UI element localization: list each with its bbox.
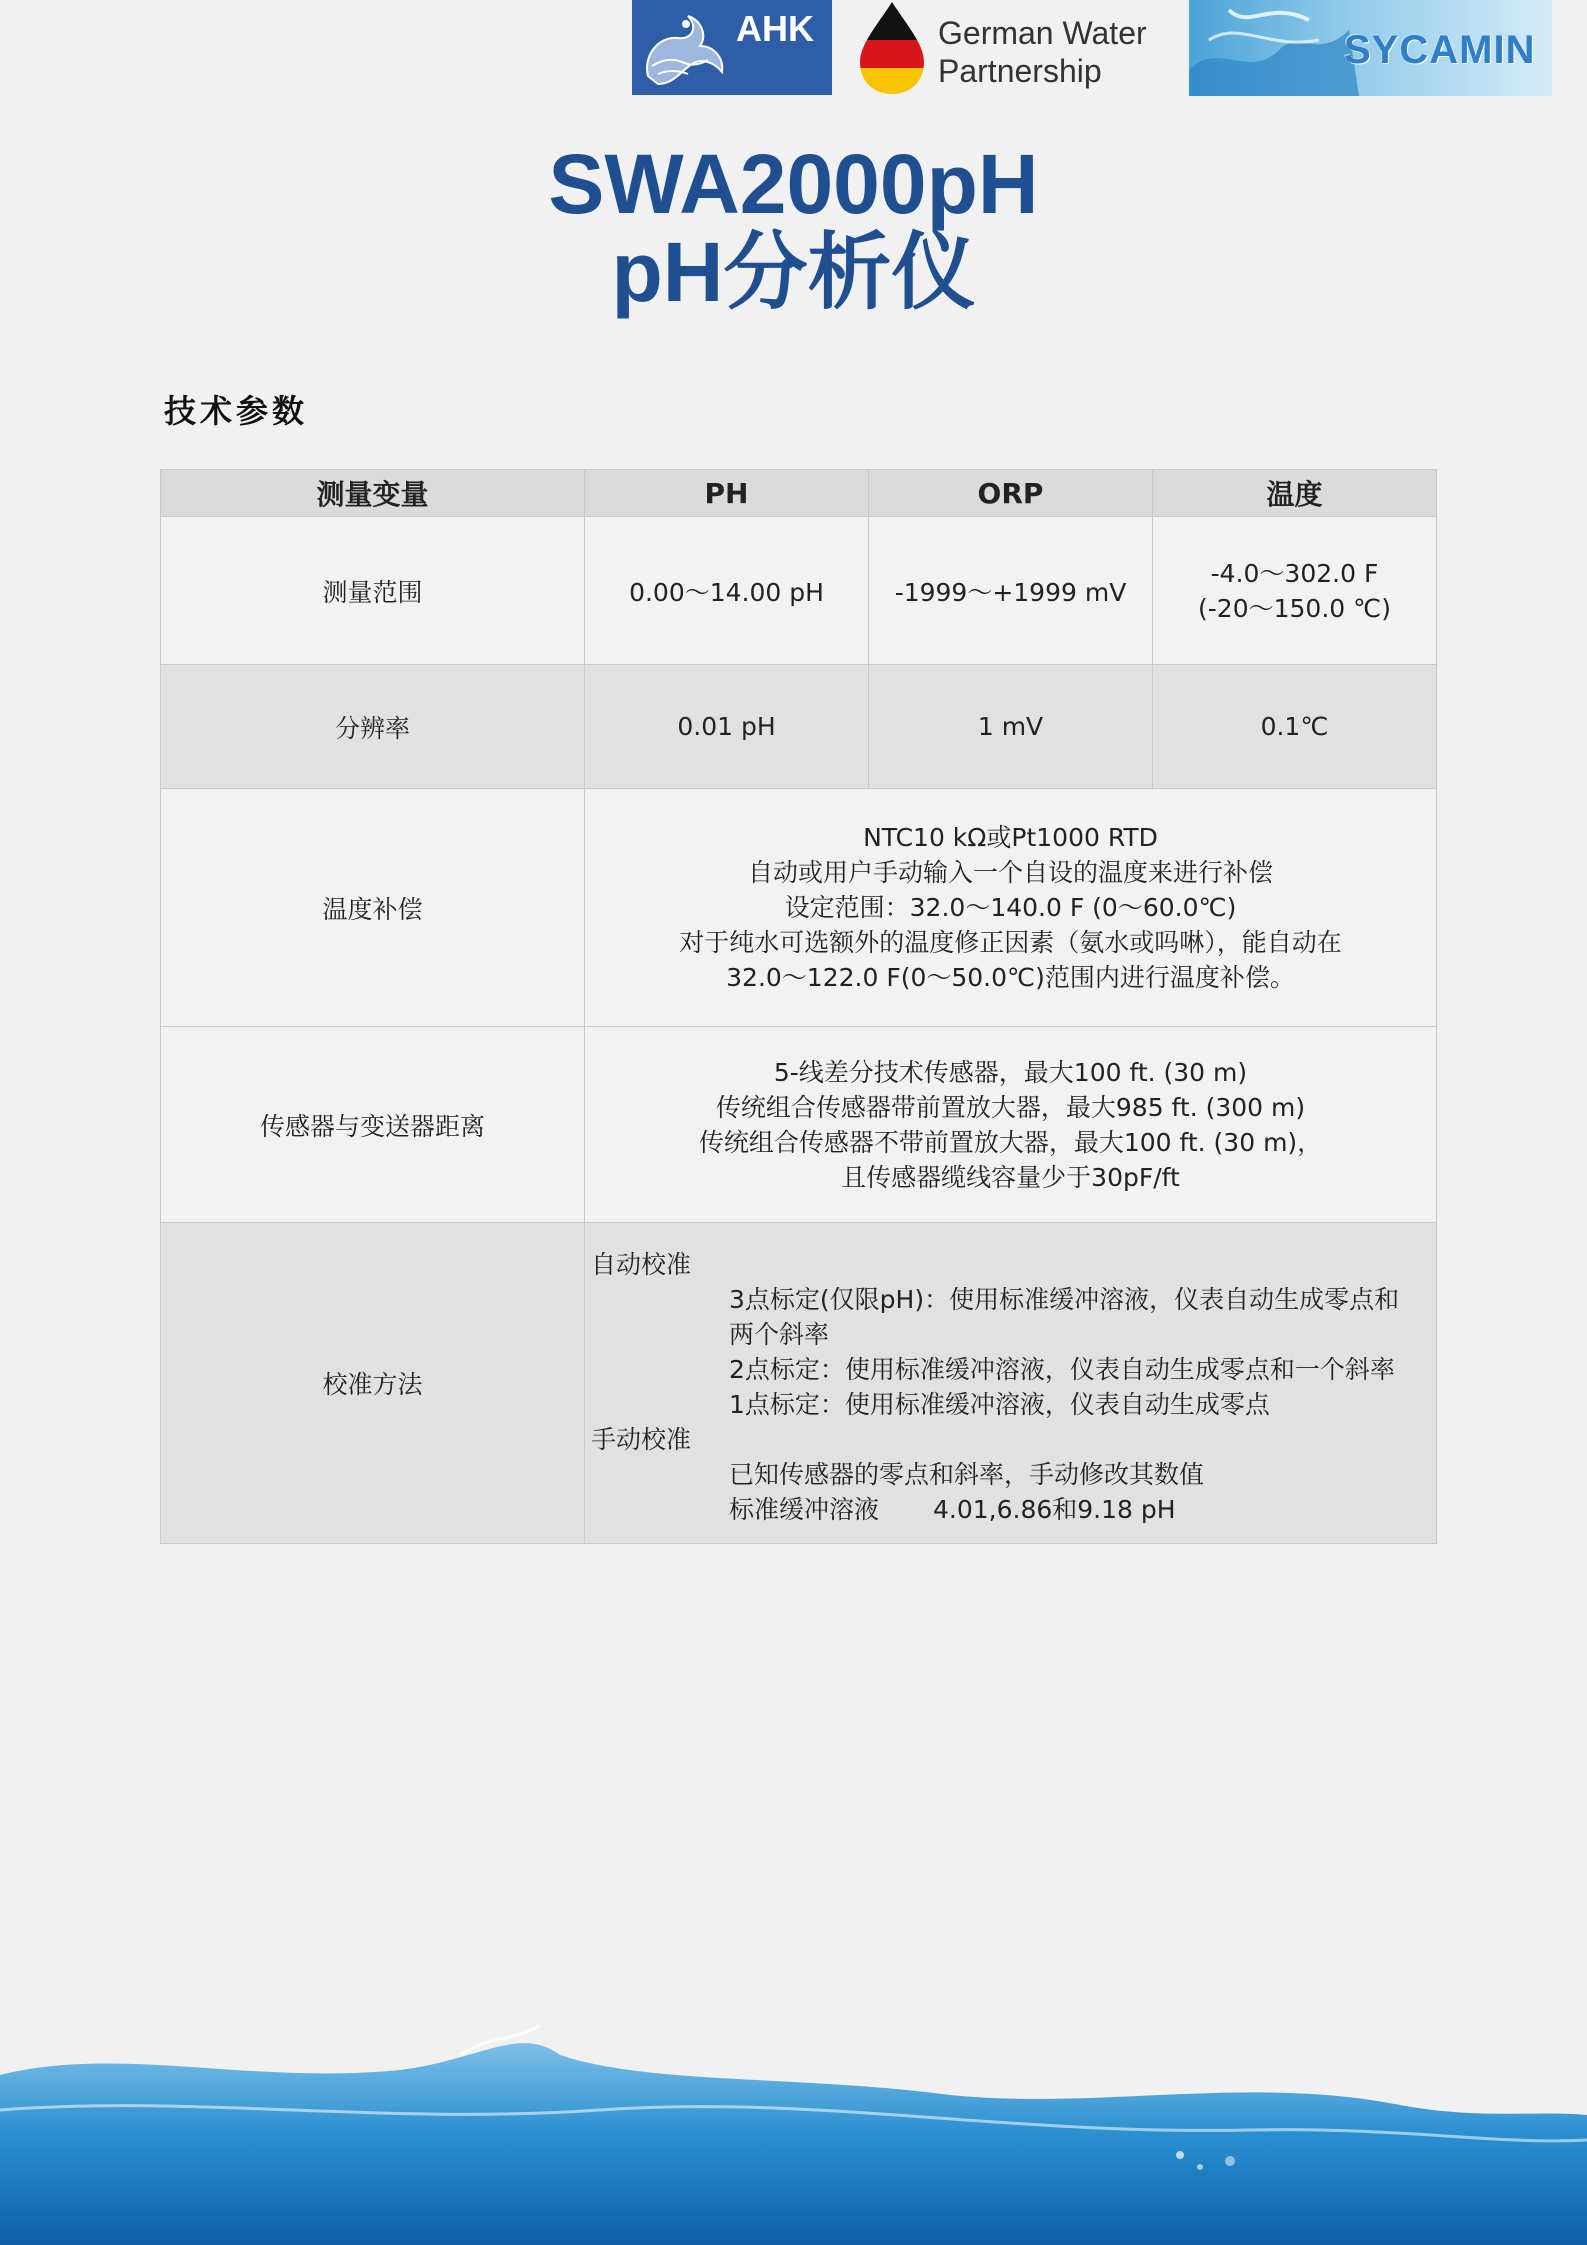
header-ph: PH: [585, 470, 869, 517]
range-temp-f: -4.0～302.0 F: [1210, 558, 1379, 588]
header-logos: [632, 0, 1552, 96]
distance-line: 传统组合传感器不带前置放大器，最大100 ft. (30 m)，: [698, 1127, 1323, 1157]
table-row: [161, 1027, 1437, 1223]
table-row: [161, 789, 1437, 1027]
auto-calibration-line: 1点标定：使用标准缓冲溶液，仪表自动生成零点: [729, 1390, 1270, 1419]
header-variable: 测量变量: [161, 470, 585, 517]
auto-calibration-line: 3点标定(仅限pH)：使用标准缓冲溶液，仪表自动生成零点和: [729, 1285, 1400, 1314]
manual-calibration-heading: 手动校准: [591, 1425, 692, 1454]
distance-line: 5-线差分技术传感器，最大100 ft. (30 m): [773, 1057, 1248, 1087]
buffer-values: 4.01,6.86和9.18 pH: [933, 1495, 1176, 1524]
temp-comp-line: 设定范围：32.0～140.0 F (0～60.0℃): [784, 893, 1237, 922]
row-label-range: 测量范围: [161, 517, 585, 665]
temp-comp-line: 32.0～122.0 F(0～50.0℃)范围内进行温度补偿。: [726, 963, 1295, 992]
ahk-logo-text: AHK: [736, 8, 814, 49]
buffer-solution-row: [591, 1492, 1430, 1527]
row-label-calibration: 校准方法: [161, 1223, 585, 1544]
auto-calibration-line: 2点标定：使用标准缓冲溶液，仪表自动生成零点和一个斜率: [729, 1355, 1395, 1384]
header-orp: ORP: [869, 470, 1153, 517]
title-product: pH分析仪: [611, 225, 976, 319]
row-label-distance: 传感器与变送器距离: [161, 1027, 585, 1223]
range-temp-c: (-20～150.0 ℃): [1198, 593, 1391, 623]
table-header-row: [161, 470, 1437, 517]
flag-drop-icon: [856, 0, 928, 96]
distance-details: [585, 1027, 1437, 1223]
title-model: SWA2000pH: [548, 137, 1039, 231]
temp-comp-line: 对于纯水可选额外的温度修正因素（氨水或吗啉），能自动在: [679, 928, 1342, 957]
table-row: [161, 665, 1437, 789]
calibration-details: [585, 1223, 1437, 1544]
sycamin-logo: [1189, 0, 1552, 96]
buffer-label: 标准缓冲溶液: [729, 1495, 880, 1524]
manual-calibration-line: 已知传感器的零点和斜率，手动修改其数值: [729, 1460, 1205, 1489]
temp-comp-line: 自动或用户手动输入一个自设的温度来进行补偿: [747, 858, 1273, 887]
distance-line: 传统组合传感器带前置放大器，最大985 ft. (300 m): [715, 1092, 1306, 1122]
temp-comp-line: NTC10 kΩ或Pt1000 RTD: [863, 823, 1158, 852]
resolution-temp: 0.1℃: [1153, 665, 1437, 789]
resolution-ph: 0.01 pH: [585, 665, 869, 789]
table-row: [161, 1223, 1437, 1544]
german-water-partnership-logo: [856, 0, 1186, 96]
gwp-logo-text: German Water Partnership: [938, 15, 1147, 89]
section-heading: 技术参数: [164, 392, 309, 430]
ahk-logo: [632, 0, 832, 95]
resolution-orp: 1 mV: [869, 665, 1153, 789]
sycamin-logo-text: SYCAMIN: [1344, 28, 1536, 72]
temp-comp-details: [585, 789, 1437, 1027]
range-temp: [1153, 517, 1437, 665]
range-orp: -1999～+1999 mV: [869, 517, 1153, 665]
distance-line: 且传感器缆线容量少于30pF/ft: [841, 1162, 1180, 1192]
spec-table: [160, 469, 1437, 1544]
water-splash-icon: [1189, 0, 1359, 96]
auto-calibration-heading: 自动校准: [591, 1250, 692, 1279]
row-label-resolution: 分辨率: [161, 665, 585, 789]
dragon-icon: [638, 6, 734, 90]
header-temp: 温度: [1153, 470, 1437, 517]
row-label-temp-comp: 温度补偿: [161, 789, 585, 1027]
range-ph: 0.00～14.00 pH: [585, 517, 869, 665]
table-row: [161, 517, 1437, 665]
auto-calibration-line: 两个斜率: [729, 1320, 830, 1349]
page-title: [0, 137, 1587, 319]
water-wave-decoration: [0, 2015, 1587, 2245]
